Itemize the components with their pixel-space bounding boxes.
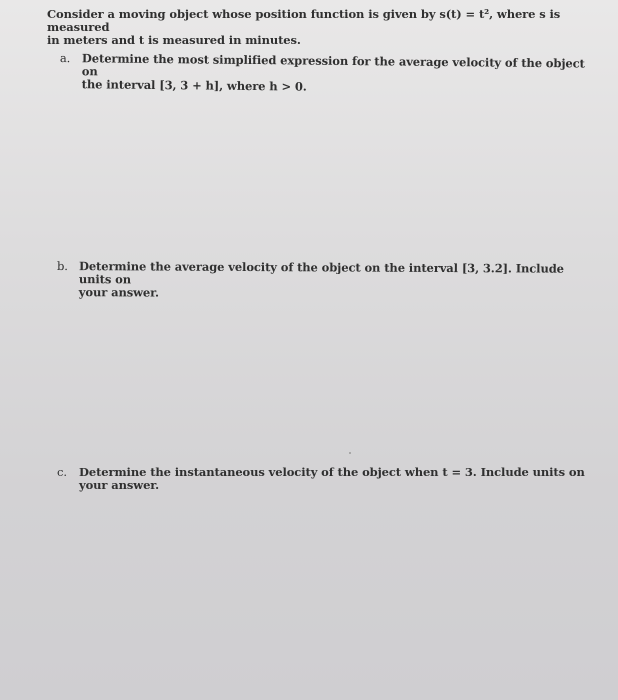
question-b-line-1: Determine the average velocity of the object on the interval [3, 3.2]. Include units on	[78, 259, 564, 287]
question-c-line-2: your answer.	[79, 478, 160, 492]
question-a-line-2: the interval [3, 3 + h], where h > 0.	[81, 77, 307, 94]
question-a	[60, 52, 590, 97]
intro-line-1: Consider a moving object whose position function is given by s(t) = t², where s is measured	[47, 7, 561, 34]
question-b	[57, 260, 587, 302]
intro-line-2: in meters and t is measured in minutes.	[47, 33, 301, 47]
paper-speck	[349, 452, 351, 454]
question-c-line-1: Determine the instantaneous velocity of the object when t = 3. Include units on	[79, 465, 585, 479]
question-b-letter: b.	[56, 259, 68, 274]
question-a-letter: a.	[59, 51, 71, 66]
question-a-line-1: Determine the most simplified expression for the average velocity of the object on	[81, 51, 585, 79]
problem-intro	[47, 8, 587, 47]
question-c-letter: c.	[57, 465, 67, 479]
question-b-line-2: your answer.	[78, 285, 159, 300]
question-c	[57, 466, 587, 492]
